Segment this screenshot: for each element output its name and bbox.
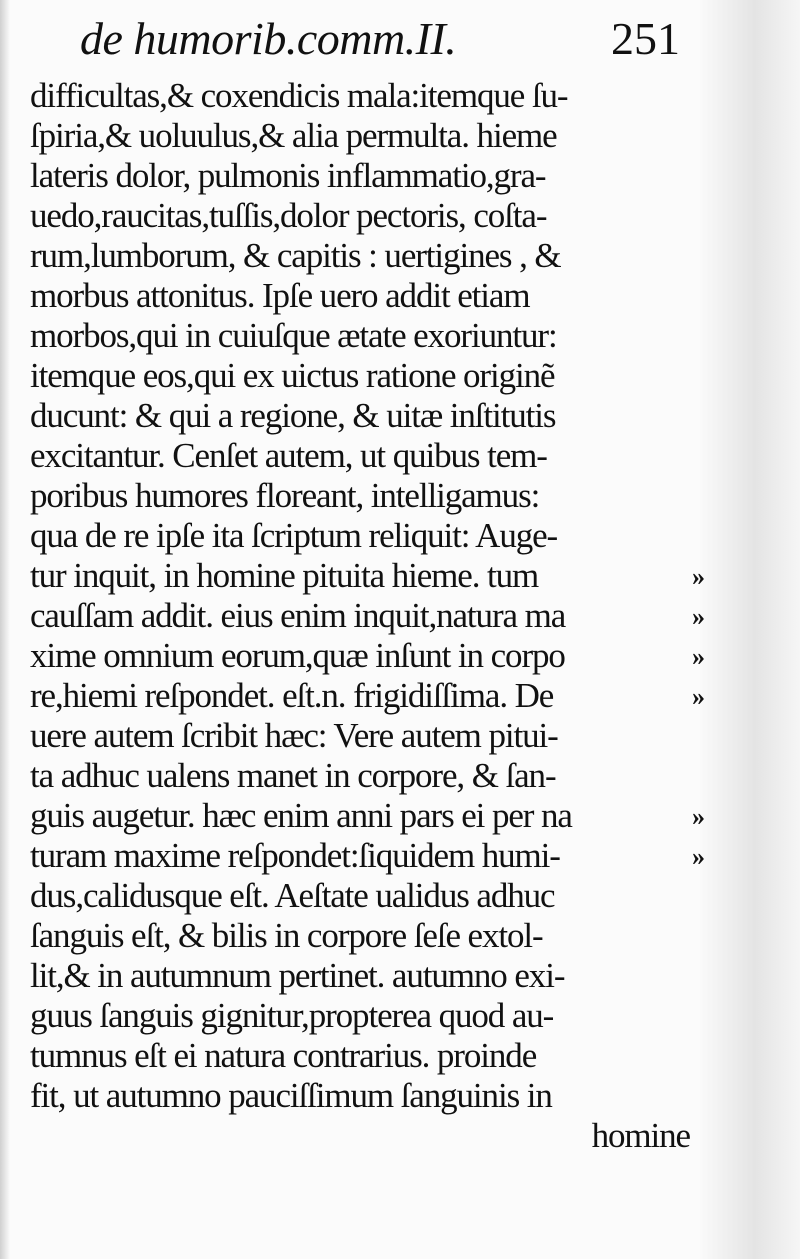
text-line: morbus attonitus. Ipſe uero addit etiam xyxy=(30,276,530,315)
text-line: fit, ut autumno pauciſſimum ſanguinis in xyxy=(30,1076,552,1115)
quotation-mark: » xyxy=(692,802,703,831)
running-head: de humorib.comm.II. xyxy=(80,13,457,64)
page-header xyxy=(80,12,680,74)
text-line: qua de re ipſe ita ſcriptum reliquit: Auge- xyxy=(30,516,558,555)
text-line: lit,& in autumnum pertinet. autumno exi- xyxy=(30,956,565,995)
quotation-mark: » xyxy=(692,602,703,631)
text-line: guis augetur. hæc enim anni pars ei per na xyxy=(30,796,572,835)
text-line: itemque eos,qui ex uictus ratione originẽ xyxy=(30,356,555,395)
text-line: uere autem ſcribit hæc: Vere autem pitui- xyxy=(30,716,558,755)
quotation-mark: » xyxy=(692,682,703,711)
quotation-mark: » xyxy=(692,642,703,671)
text-block xyxy=(30,76,690,1156)
text-line: guus ſanguis gignitur,propterea quod au- xyxy=(30,996,554,1035)
text-line: uedo,raucitas,tuſſis,dolor pectoris, coſta- xyxy=(30,196,547,235)
page-torn-margin xyxy=(700,0,800,1259)
text-line: turam maxime reſpondet:ſiquidem humi- xyxy=(30,836,560,875)
page-number: 251 xyxy=(611,13,680,64)
text-line: ducunt: & qui a regione, & uitæ inſtitutis xyxy=(30,396,556,435)
text-line: tur inquit, in homine pituita hieme. tum xyxy=(30,556,539,595)
text-line: ſpiria,& uoluulus,& alia permulta. hieme xyxy=(30,116,557,155)
text-line: ſanguis eſt, & bilis in corpore ſeſe extol- xyxy=(30,916,543,955)
page-left-edge xyxy=(0,0,10,1259)
text-line: rum,lumborum, & capitis : uertigines , & xyxy=(30,236,561,275)
text-line: excitantur. Cenſet autem, ut quibus tem- xyxy=(30,436,547,475)
text-line: poribus humores floreant, intelligamus: xyxy=(30,476,540,515)
text-line: difficultas,& coxendicis mala:itemque ſu- xyxy=(30,76,568,115)
text-line: cauſſam addit. eius enim inquit,natura ma xyxy=(30,596,566,635)
quotation-mark: » xyxy=(692,842,703,871)
text-line: tumnus eſt ei natura contrarius. proinde xyxy=(30,1036,537,1075)
text-line: re,hiemi reſpondet. eſt.n. frigidiſſima. De xyxy=(30,676,554,715)
text-line: xime omnium eorum,quæ inſunt in corpo xyxy=(30,636,565,675)
text-line: morbos,qui in cuiuſque ætate exoriuntur: xyxy=(30,316,557,355)
text-line: ta adhuc ualens manet in corpore, & ſan- xyxy=(30,756,556,795)
catchword: homine xyxy=(591,1116,690,1155)
quotation-mark: » xyxy=(692,562,703,591)
text-line: dus,calidusque eſt. Aeſtate ualidus adhuc xyxy=(30,876,555,915)
text-line: lateris dolor, pulmonis inflammatio,gra- xyxy=(30,156,546,195)
